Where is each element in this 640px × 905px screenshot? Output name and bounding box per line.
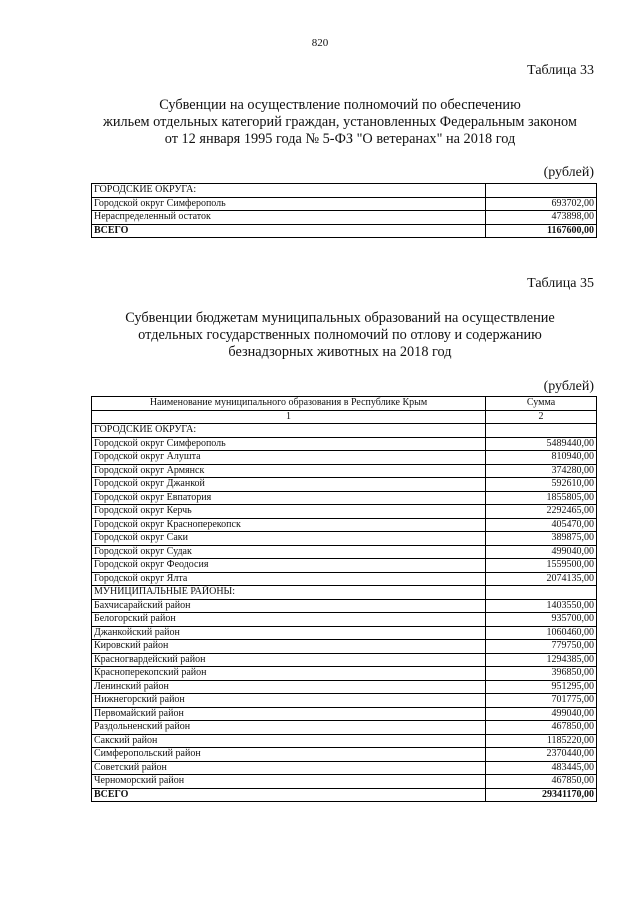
table-row: [92, 545, 597, 559]
table-row: [92, 586, 597, 600]
table-row: [92, 640, 597, 654]
table-row: [92, 197, 597, 211]
table-row: [92, 761, 597, 775]
row-value: 483445,00: [486, 761, 597, 775]
table-row: [92, 721, 597, 735]
row-name: Симферопольский район: [92, 748, 486, 762]
table-row: [92, 491, 597, 505]
row-name: Городской округ Евпатория: [92, 491, 486, 505]
table35-header-sum: Сумма: [486, 397, 597, 411]
row-name: Первомайский район: [92, 707, 486, 721]
table35-label: Таблица 35: [527, 276, 594, 291]
page-number: 820: [311, 37, 329, 49]
row-name: Нераспределенный остаток: [92, 211, 486, 225]
table-row: [92, 572, 597, 586]
row-value: 467850,00: [486, 721, 597, 735]
table35-header-row: [92, 397, 597, 411]
table-row: [92, 518, 597, 532]
table-row: [92, 626, 597, 640]
row-name: Нижнегорский район: [92, 694, 486, 708]
row-value: 779750,00: [486, 640, 597, 654]
row-value: 1294385,00: [486, 653, 597, 667]
row-value: 592610,00: [486, 478, 597, 492]
table-total-row: [92, 788, 597, 802]
table33-title: [60, 97, 620, 148]
table-row: [92, 748, 597, 762]
table35-header-name: Наименование муниципального образования в Республике Крым: [92, 397, 486, 411]
row-name: Городской округ Армянск: [92, 464, 486, 478]
table35-title-line-1: Субвенции бюджетам муниципальных образований на осуществление: [125, 310, 555, 326]
table-row: [92, 707, 597, 721]
row-name: Городской округ Симферополь: [92, 197, 486, 211]
row-name: Городской округ Алушта: [92, 451, 486, 465]
table35-colnum-row: [92, 410, 597, 424]
row-value: 499040,00: [486, 545, 597, 559]
row-value: 1167600,00: [486, 224, 597, 238]
row-value: 1060460,00: [486, 626, 597, 640]
row-name: ВСЕГО: [92, 788, 486, 802]
row-name: Городской округ Красноперекопск: [92, 518, 486, 532]
row-name: Городской округ Керчь: [92, 505, 486, 519]
table33-title-line-3: от 12 января 1995 года № 5-ФЗ "О ветеранах" на 2018 год: [164, 131, 516, 147]
row-value: 951295,00: [486, 680, 597, 694]
row-name: Белогорский район: [92, 613, 486, 627]
row-value: 473898,00: [486, 211, 597, 225]
table35-colnum-1: 1: [92, 410, 486, 424]
table-row: [92, 653, 597, 667]
table-row: [92, 775, 597, 789]
table35-title-line-2: отдельных государственных полномочий по отлову и содержанию: [138, 327, 542, 343]
row-name: Городской округ Саки: [92, 532, 486, 546]
row-value: 389875,00: [486, 532, 597, 546]
row-value: 467850,00: [486, 775, 597, 789]
table-row: [92, 559, 597, 573]
table-row: [92, 532, 597, 546]
table35-title-line-3: безнадзорных животных на 2018 год: [228, 344, 452, 360]
table33-title-line-2: жильем отдельных категорий граждан, установленных Федеральным законом: [103, 114, 577, 130]
row-name: Красногвардейский район: [92, 653, 486, 667]
table35-colnum-2: 2: [486, 410, 597, 424]
row-value: 374280,00: [486, 464, 597, 478]
row-value: 499040,00: [486, 707, 597, 721]
table35-unit: (рублей): [543, 379, 594, 394]
row-name: Городской округ Судак: [92, 545, 486, 559]
table-row: [92, 478, 597, 492]
row-value: 693702,00: [486, 197, 597, 211]
table33-body: [92, 184, 597, 238]
row-value: 935700,00: [486, 613, 597, 627]
table-row: [92, 694, 597, 708]
table-row: [92, 451, 597, 465]
table-row: [92, 680, 597, 694]
row-value: 2370440,00: [486, 748, 597, 762]
table33-title-line-1: Субвенции на осуществление полномочий по обеспечению: [159, 97, 521, 113]
row-name: Раздольненский район: [92, 721, 486, 735]
row-name: ГОРОДСКИЕ ОКРУГА:: [92, 424, 486, 438]
table-row: [92, 667, 597, 681]
row-value: [486, 424, 597, 438]
row-value: 29341170,00: [486, 788, 597, 802]
row-name: Городской округ Феодосия: [92, 559, 486, 573]
table33: [91, 183, 597, 238]
table-row: [92, 734, 597, 748]
table33-label: Таблица 33: [527, 63, 594, 78]
row-name: Бахчисарайский район: [92, 599, 486, 613]
row-value: 1403550,00: [486, 599, 597, 613]
row-name: Сакский район: [92, 734, 486, 748]
table35-title: [60, 310, 620, 361]
row-value: 405470,00: [486, 518, 597, 532]
row-name: МУНИЦИПАЛЬНЫЕ РАЙОНЫ:: [92, 586, 486, 600]
row-value: [486, 184, 597, 198]
table-row: [92, 424, 597, 438]
row-value: [486, 586, 597, 600]
row-name: Джанкойский район: [92, 626, 486, 640]
row-name: Черноморский район: [92, 775, 486, 789]
row-value: 1559500,00: [486, 559, 597, 573]
table-row: [92, 184, 597, 198]
row-value: 396850,00: [486, 667, 597, 681]
row-value: 701775,00: [486, 694, 597, 708]
table-row: [92, 505, 597, 519]
row-name: ВСЕГО: [92, 224, 486, 238]
row-value: 5489440,00: [486, 437, 597, 451]
table-row: [92, 437, 597, 451]
row-name: ГОРОДСКИЕ ОКРУГА:: [92, 184, 486, 198]
row-name: Городской округ Симферополь: [92, 437, 486, 451]
row-value: 810940,00: [486, 451, 597, 465]
table33-unit: (рублей): [543, 165, 594, 180]
row-value: 2074135,00: [486, 572, 597, 586]
table-row: [92, 211, 597, 225]
table35-body: [92, 424, 597, 802]
table35: [91, 396, 597, 802]
row-name: Кировский район: [92, 640, 486, 654]
row-value: 2292465,00: [486, 505, 597, 519]
row-value: 1855805,00: [486, 491, 597, 505]
row-name: Красноперекопский район: [92, 667, 486, 681]
row-name: Городской округ Джанкой: [92, 478, 486, 492]
row-name: Ленинский район: [92, 680, 486, 694]
row-value: 1185220,00: [486, 734, 597, 748]
table-row: [92, 464, 597, 478]
table-total-row: [92, 224, 597, 238]
row-name: Городской округ Ялта: [92, 572, 486, 586]
table-row: [92, 613, 597, 627]
table-row: [92, 599, 597, 613]
row-name: Советский район: [92, 761, 486, 775]
